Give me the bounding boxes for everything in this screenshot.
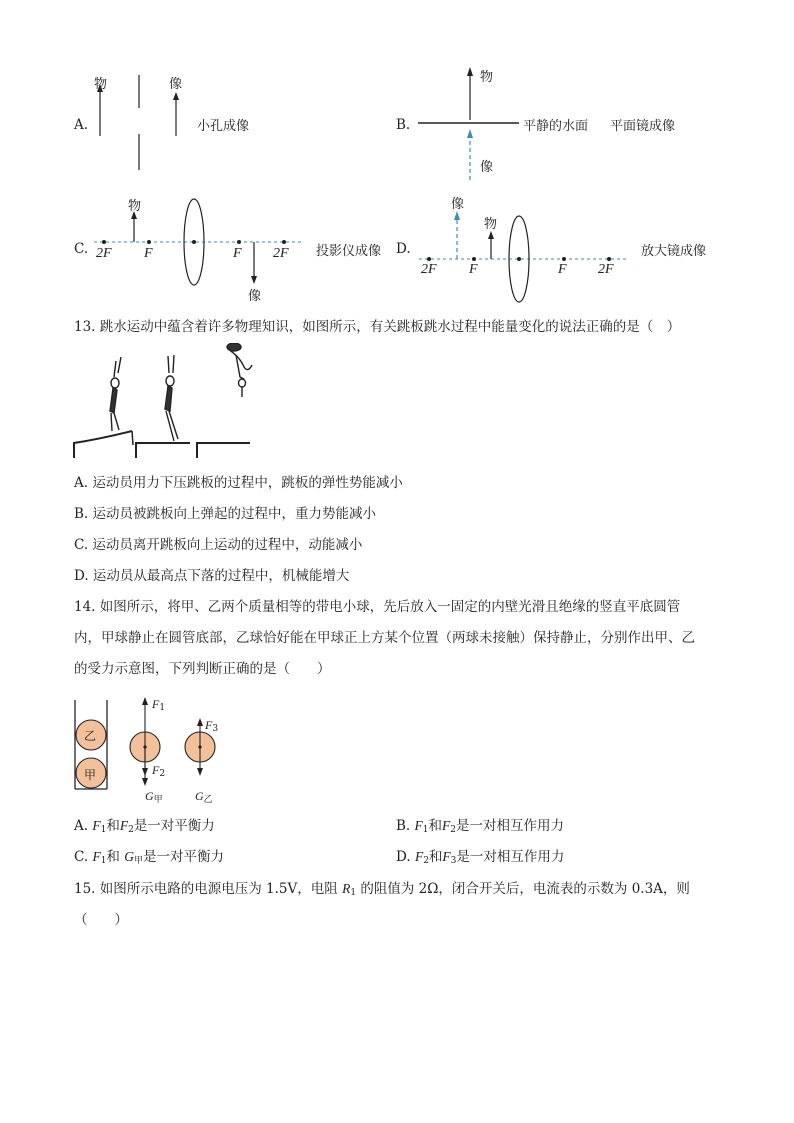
caption: 平面镜成像 [610,119,676,134]
q14-option-b: B. $F_1$和$F_2$是一对相互作用力 [396,818,564,835]
q14-stem-line-1: 14. 如图所示，将甲、乙两个质量相等的带电小球，先后放入一固定的内壁光滑且绝缘的竖直平底圆管 [74,599,681,615]
q14-option-c: C. $F_1$和 $G_甲$是一对平衡力 [74,849,224,866]
f-right-label: F [558,262,567,277]
q14-stem-line-3: 的受力示意图，下列判断正确的是（ ） [74,661,331,677]
q14-stem-line-2: 内，甲球静止在圆管底部，乙球恰好能在甲球正上方某个位置（两球未接触）保持静止，分别作出甲、乙 [74,630,695,646]
object-label: 物 [94,77,108,92]
q13-option-d: D. 运动员从最高点下落的过程中，机械能增大 [74,568,350,584]
2f-right-label: 2F [273,246,289,261]
f1-label: $F_1$ [152,697,166,713]
diving-figure [70,343,260,461]
ball-yi-label: 乙 [84,729,97,743]
image-label: 像 [451,197,465,212]
caption: 投影仪成像 [316,244,382,259]
2f-left-label: 2F [421,262,437,277]
object-label: 物 [480,70,494,85]
f3-label: $F_3$ [205,718,219,734]
object-label: 物 [484,217,498,232]
option-letter: D. [396,241,411,257]
g-jia-label: $G_甲$ [145,789,163,805]
q13-option-c: C. 运动员离开跳板向上运动的过程中，动能减小 [74,537,363,553]
image-label: 像 [248,289,262,304]
2f-left-label: 2F [96,246,112,261]
q13-option-a: A. 运动员用力下压跳板的过程中，跳板的弹性势能减小 [74,475,403,491]
q15-stem: 15. 如图所示电路的电源电压为 1.5V，电阻 $R_1$ 的阻值为 2Ω，闭合开关后，电流表的示数为 0.3A，则 [74,881,690,898]
projector-lens-diagram [90,190,310,300]
q13-option-b: B. 运动员被跳板向上弹起的过程中，重力势能减小 [74,506,377,522]
image-label: 像 [169,77,183,92]
q14-option-a: A. $F_1$和$F_2$是一对平衡力 [74,818,215,835]
caption: 小孔成像 [197,119,250,134]
object-label: 物 [128,199,142,214]
option-letter: C. [74,241,89,257]
f-left-label: F [144,246,153,261]
magnifier-lens-diagram [415,190,635,305]
image-label: 像 [480,160,494,175]
ball-jia-label: 甲 [84,768,97,782]
option-letter: A. [74,117,89,133]
plane-mirror-diagram [415,62,525,187]
q14-option-d: D. $F_2$和$F_3$是一对相互作用力 [396,849,565,866]
2f-right-label: 2F [598,262,614,277]
q15-answer-paren: （ ） [74,912,128,928]
caption: 放大镜成像 [641,244,707,259]
option-letter: B. [396,117,411,133]
f-right-label: F [233,246,242,261]
q13-stem: 13. 跳水运动中蕴含着许多物理知识，如图所示，有关跳板跳水过程中能量变化的说法正确的是（ ） [74,319,681,335]
f2-label: $F_2$ [152,763,166,779]
f-left-label: F [469,262,478,277]
water-surface-label: 平静的水面 [523,119,589,134]
g-yi-label: $G_乙$ [195,789,213,805]
